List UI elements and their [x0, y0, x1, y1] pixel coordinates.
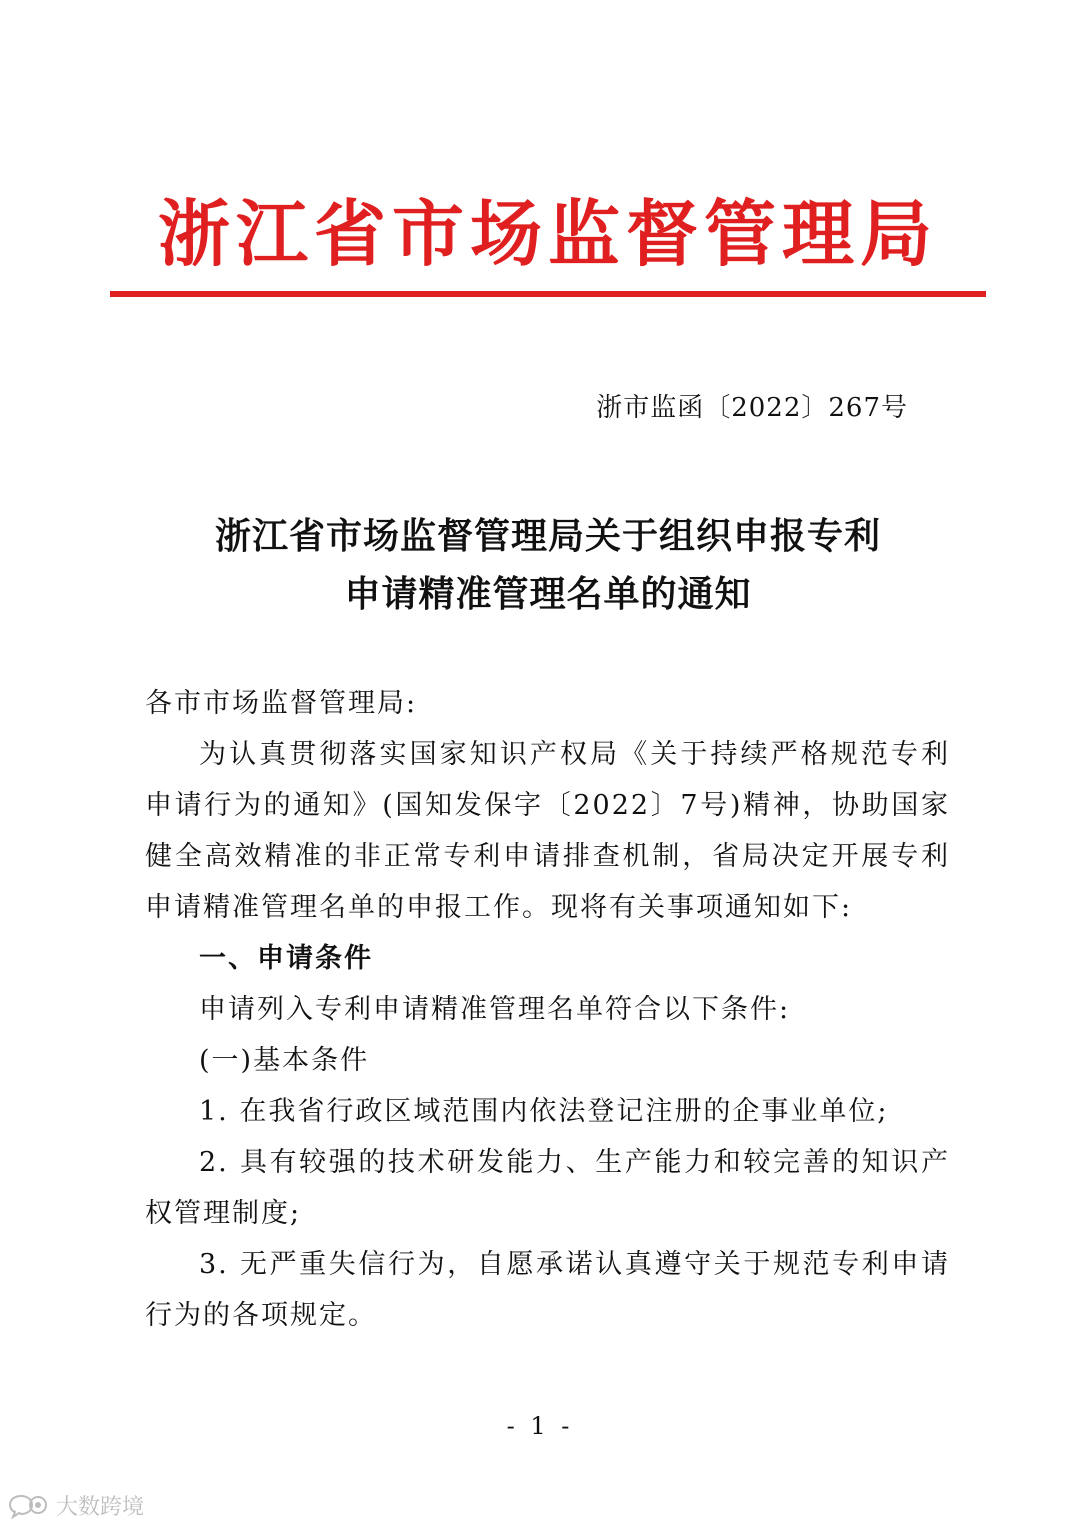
addressee: 各市市场监督管理局:	[145, 688, 418, 719]
condition-item-3: 3. 无严重失信行为，自愿承诺认真遵守关于规范专利申请行为的各项规定。	[145, 1249, 950, 1331]
watermark-text: 大数跨境	[56, 1495, 145, 1520]
condition-item-1: 1. 在我省行政区域范围内依法登记注册的企事业单位;	[199, 1096, 889, 1127]
document-title-line-2: 申请精准管理名单的通知	[344, 574, 752, 615]
section-heading-conditions: 一、申请条件	[199, 943, 373, 974]
chat-bubble-logo-icon	[8, 1493, 50, 1519]
intro-paragraph: 为认真贯彻落实国家知识产权局《关于持续严格规范专利申请行为的通知》(国知发保字〔2022〕7号)精神，协助国家健全高效精准的非正常专利申请排查机制，省局决定开展专利申请精准管理名单的申报工作。现将有关事项通知如下:	[145, 739, 950, 923]
masthead-org-name: 浙江省市场监督管理局	[157, 192, 938, 276]
page-number: - 1 -	[506, 1412, 574, 1440]
subsection-heading-basic: (一)基本条件	[199, 1045, 370, 1076]
document-number: 浙市监函〔2022〕267号	[596, 393, 908, 423]
condition-item-2: 2. 具有较强的技术研发能力、生产能力和较完善的知识产权管理制度;	[145, 1147, 950, 1229]
document-title	[110, 508, 986, 624]
watermark	[8, 1490, 144, 1521]
document-body	[145, 678, 950, 1341]
masthead-red-rule	[110, 291, 986, 297]
conditions-lead-paragraph: 申请列入专利申请精准管理名单符合以下条件:	[199, 994, 791, 1025]
document-title-line-1: 浙江省市场监督管理局关于组织申报专利	[214, 516, 881, 557]
